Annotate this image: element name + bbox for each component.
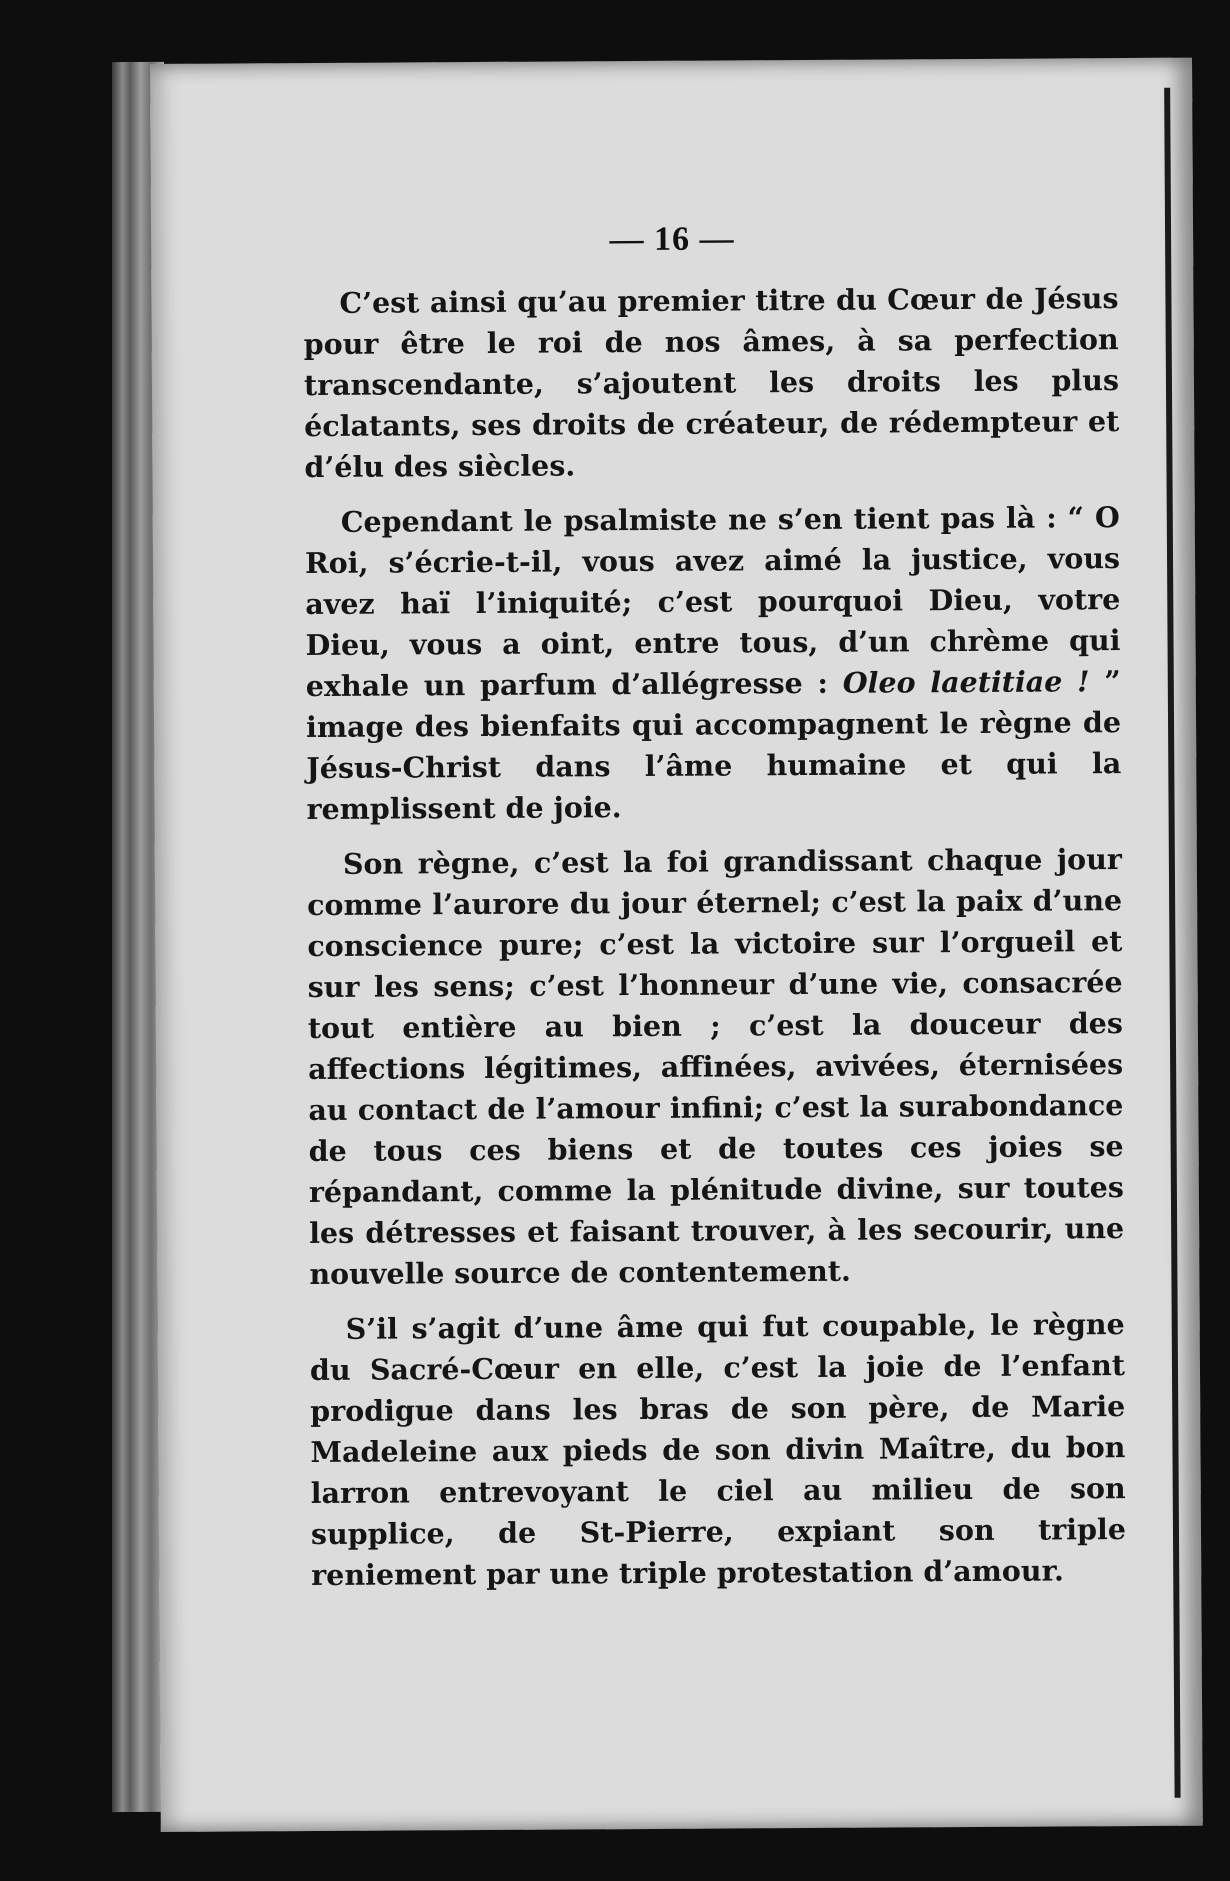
page-number: — 16 — <box>609 220 735 259</box>
paragraph-2-text-before: Cependant le psalmiste ne s’en tient pas là : “ O Roi, s’écrie-t-il, vous avez aimé la justice, vous avez haï l’iniquité; c’est pourquoi Dieu, votre Dieu, vous a oint, entre tous, d’un chrème qui exhale un parfum d’allégresse : <box>304 500 1121 704</box>
paragraph-2 <box>305 497 1122 830</box>
latin-quote: Oleo laetitiae ! <box>842 664 1090 700</box>
paragraph-3: Son règne, c’est la foi grandissant chaque jour comme l’aurore du jour éternel; c’est la paix d’une conscience pure; c’est la victoire sur l’orgueil et sur les sens; c’est l’honneur d’une vie, consacrée tout entière au bien ; c’est la douceur des affections légitimes, affinées, avivées, éternisées au contact de l’amour infini; c’est la surabondance de tous ces biens et de toutes ces joies se répandant, comme la plénitude divine, sur toutes les détresses et faisant trouver, à les secourir, une nouvelle source de contentement. <box>307 842 1125 1292</box>
book-spine-shadow <box>1164 88 1180 1798</box>
paragraph-1: C’est ainsi qu’au premier titre du Cœur de Jésus pour être le roi de nos âmes, à sa perfection transcendante, s’ajoutent les droits les plus éclatants, ses droits de créateur, de rédempteur et d’élu des siècles. <box>303 281 1120 485</box>
paragraph-4: S’il s’agit d’une âme qui fut coupable, le règne du Sacré-Cœur en elle, c’est la joie de l’enfant prodigue dans les bras de son père, de Marie Madeleine aux pieds de son divin Maître, du bon larron entrevoyant le ciel au milieu de son supplice, de St-Pierre, expiant son triple reniement par une triple protestation d’amour. <box>309 1307 1127 1593</box>
body-text <box>303 278 1126 1610</box>
paragraph-2-text-after: ” image des bienfaits qui accompagnent le règne de Jésus-Christ dans l’âme humaine et qui la remplissent de joie. <box>305 664 1122 827</box>
book-page <box>150 58 1203 1832</box>
